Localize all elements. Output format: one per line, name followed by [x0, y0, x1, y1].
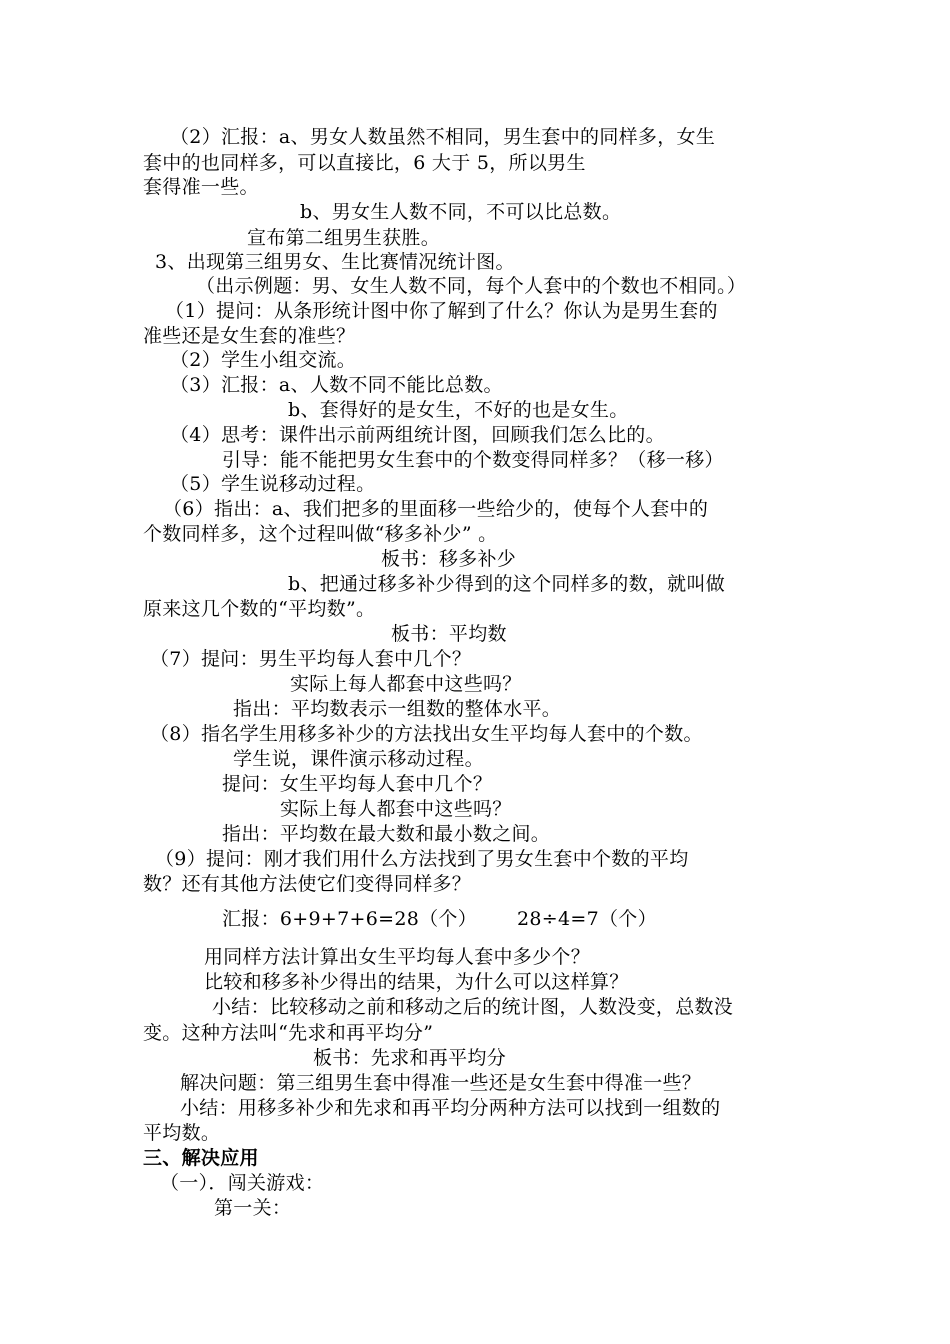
text-line: 指出：平均数表示一组数的整体水平。: [233, 698, 562, 720]
text-line: 变。这种方法叫“先求和再平均分”: [143, 1022, 434, 1044]
text-line: （4）思考：课件出示前两组统计图，回顾我们怎么比的。: [170, 424, 665, 446]
text-line: 比较和移多补少得出的结果，为什么可以这样算？: [204, 971, 629, 993]
text-line: 个数同样多，这个过程叫做“移多补少” 。: [143, 523, 498, 545]
section-heading: 三、解决应用: [143, 1147, 259, 1169]
text-line: （8）指名学生用移多补少的方法找出女生平均每人套中的个数。: [150, 723, 703, 745]
text-line: 原来这几个数的“平均数”。: [143, 598, 376, 620]
text-line: （1）提问：从条形统计图中你了解到了什么？你认为是男生套的: [165, 300, 718, 322]
text-line: b、把通过移多补少得到的这个同样多的数，就叫做: [288, 573, 726, 595]
text-line: 准些还是女生套的准些？: [143, 325, 356, 347]
text-line: （2）汇报：a、男女人数虽然不相同，男生套中的同样多，女生: [170, 126, 716, 148]
text-line: 宣布第二组男生获胜。: [247, 227, 441, 249]
text-line: b、套得好的是女生，不好的也是女生。: [288, 399, 629, 421]
text-line: （3）汇报：a、人数不同不能比总数。: [170, 374, 503, 396]
text-line: 板书：移多补少: [381, 548, 517, 570]
calc-sum: 汇报：6+9+7+6=28（个）: [222, 908, 478, 930]
text-line: 3、出现第三组男女、生比赛情况统计图。: [155, 251, 515, 273]
text-line: 板书：先求和再平均分: [313, 1047, 507, 1069]
text-line: 实际上每人都套中这些吗？: [290, 673, 522, 695]
text-line: 套得准一些。: [143, 176, 259, 198]
text-line: 数？还有其他方法使它们变得同样多？: [143, 873, 472, 895]
text-line: 平均数。: [143, 1122, 221, 1144]
text-line: 板书：平均数: [391, 623, 507, 645]
text-line: 套中的也同样多，可以直接比，6 大于 5，所以男生: [143, 152, 586, 174]
text-line: b、男女生人数不同，不可以比总数。: [300, 201, 622, 223]
text-line: 提问：女生平均每人套中几个？: [222, 773, 493, 795]
text-line: 用同样方法计算出女生平均每人套中多少个？: [204, 946, 591, 968]
text-line: 实际上每人都套中这些吗？: [280, 798, 512, 820]
calc-average: 28÷4=7（个）: [517, 908, 657, 930]
text-line: 小结：比较移动之前和移动之后的统计图，人数没变，总数没: [212, 996, 734, 1018]
text-line: （5）学生说移动过程。: [170, 473, 376, 495]
text-line: 第一关：: [214, 1197, 292, 1219]
text-line: [222, 907, 657, 931]
text-line: 小结：用移多补少和先求和再平均分两种方法可以找到一组数的: [180, 1097, 721, 1119]
text-line: （出示例题：男、女生人数不同，每个人套中的个数也不相同。）: [196, 275, 747, 297]
text-line: （2）学生小组交流。: [170, 349, 357, 371]
text-line: （6）指出：a、我们把多的里面移一些给少的，使每个人套中的: [163, 498, 709, 520]
text-line: （一）．闯关游戏：: [160, 1172, 325, 1194]
text-line: 学生说，课件演示移动过程。: [233, 748, 484, 770]
text-line: 指出：平均数在最大数和最小数之间。: [222, 823, 551, 845]
text-line: （9）提问：刚才我们用什么方法找到了男女生套中个数的平均: [155, 848, 689, 870]
text-line: 引导：能不能把男女生套中的个数变得同样多？（移一移）: [222, 449, 724, 471]
text-line: （7）提问：男生平均每人套中几个？: [150, 648, 472, 670]
text-line: 解决问题：第三组男生套中得准一些还是女生套中得准一些？: [180, 1072, 702, 1094]
